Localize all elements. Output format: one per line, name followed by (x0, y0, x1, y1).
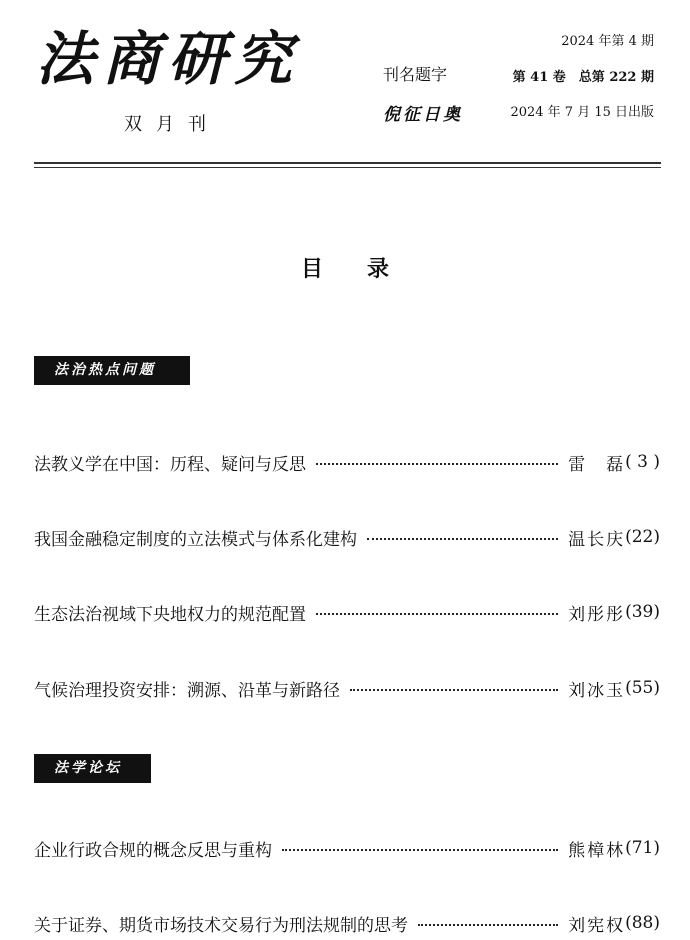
leader-dots (367, 538, 558, 540)
section-banner: 法治热点问题 (34, 356, 190, 385)
article-title: 法教义学在中国：历程、疑问与反思 (34, 454, 306, 475)
article-author: 雷 磊 (568, 454, 626, 475)
article-page: (55) (625, 678, 660, 698)
toc-entry[interactable] (34, 524, 660, 550)
leader-dots (316, 463, 558, 465)
article-author: 刘冰玉 (568, 680, 626, 701)
toc-heading: 目录 (300, 256, 433, 282)
article-title: 生态法治视域下央地权力的规范配置 (34, 604, 306, 625)
leader-dots (282, 849, 558, 851)
article-title: 我国金融稳定制度的立法模式与体系化建构 (34, 529, 357, 550)
article-page: (39) (625, 602, 660, 622)
toc-entry[interactable] (34, 835, 660, 861)
header-rule-thin (34, 167, 661, 168)
toc-entry[interactable] (34, 910, 660, 936)
article-title: 关于证券、期货市场技术交易行为刑法规制的思考 (34, 915, 408, 936)
leader-dots (350, 689, 558, 691)
journal-title: 法商研究 (36, 25, 301, 93)
article-author: 刘彤彤 (568, 604, 626, 625)
section-banner: 法学论坛 (34, 754, 151, 783)
article-page: (22) (625, 527, 660, 547)
toc-entry[interactable] (34, 449, 660, 475)
publication-frequency: 双月刊 (124, 114, 220, 135)
article-author: 熊樟林 (568, 840, 626, 861)
article-author: 温长庆 (568, 529, 626, 550)
publish-date: 2024 年 7 月 15 日出版 (510, 105, 654, 120)
title-inscription-label: 刊名题字 (383, 65, 448, 84)
article-author: 刘宪权 (568, 915, 626, 936)
article-title: 气候治理投资安排：溯源、沿革与新路径 (34, 680, 340, 701)
article-page: (71) (625, 838, 660, 858)
volume-info: 第 41 卷 总第 222 期 (512, 70, 654, 85)
article-page: ( 3 ) (625, 452, 660, 472)
header-rule-thick (34, 162, 661, 164)
leader-dots (418, 924, 558, 926)
issue-number: 2024 年第 4 期 (561, 34, 654, 49)
toc-entry[interactable] (34, 675, 660, 701)
toc-entry[interactable] (34, 599, 660, 625)
leader-dots (316, 613, 558, 615)
article-title: 企业行政合规的概念反思与重构 (34, 840, 272, 861)
article-page: (88) (625, 913, 660, 933)
calligrapher-signature: 倪征日奥 (383, 105, 463, 125)
